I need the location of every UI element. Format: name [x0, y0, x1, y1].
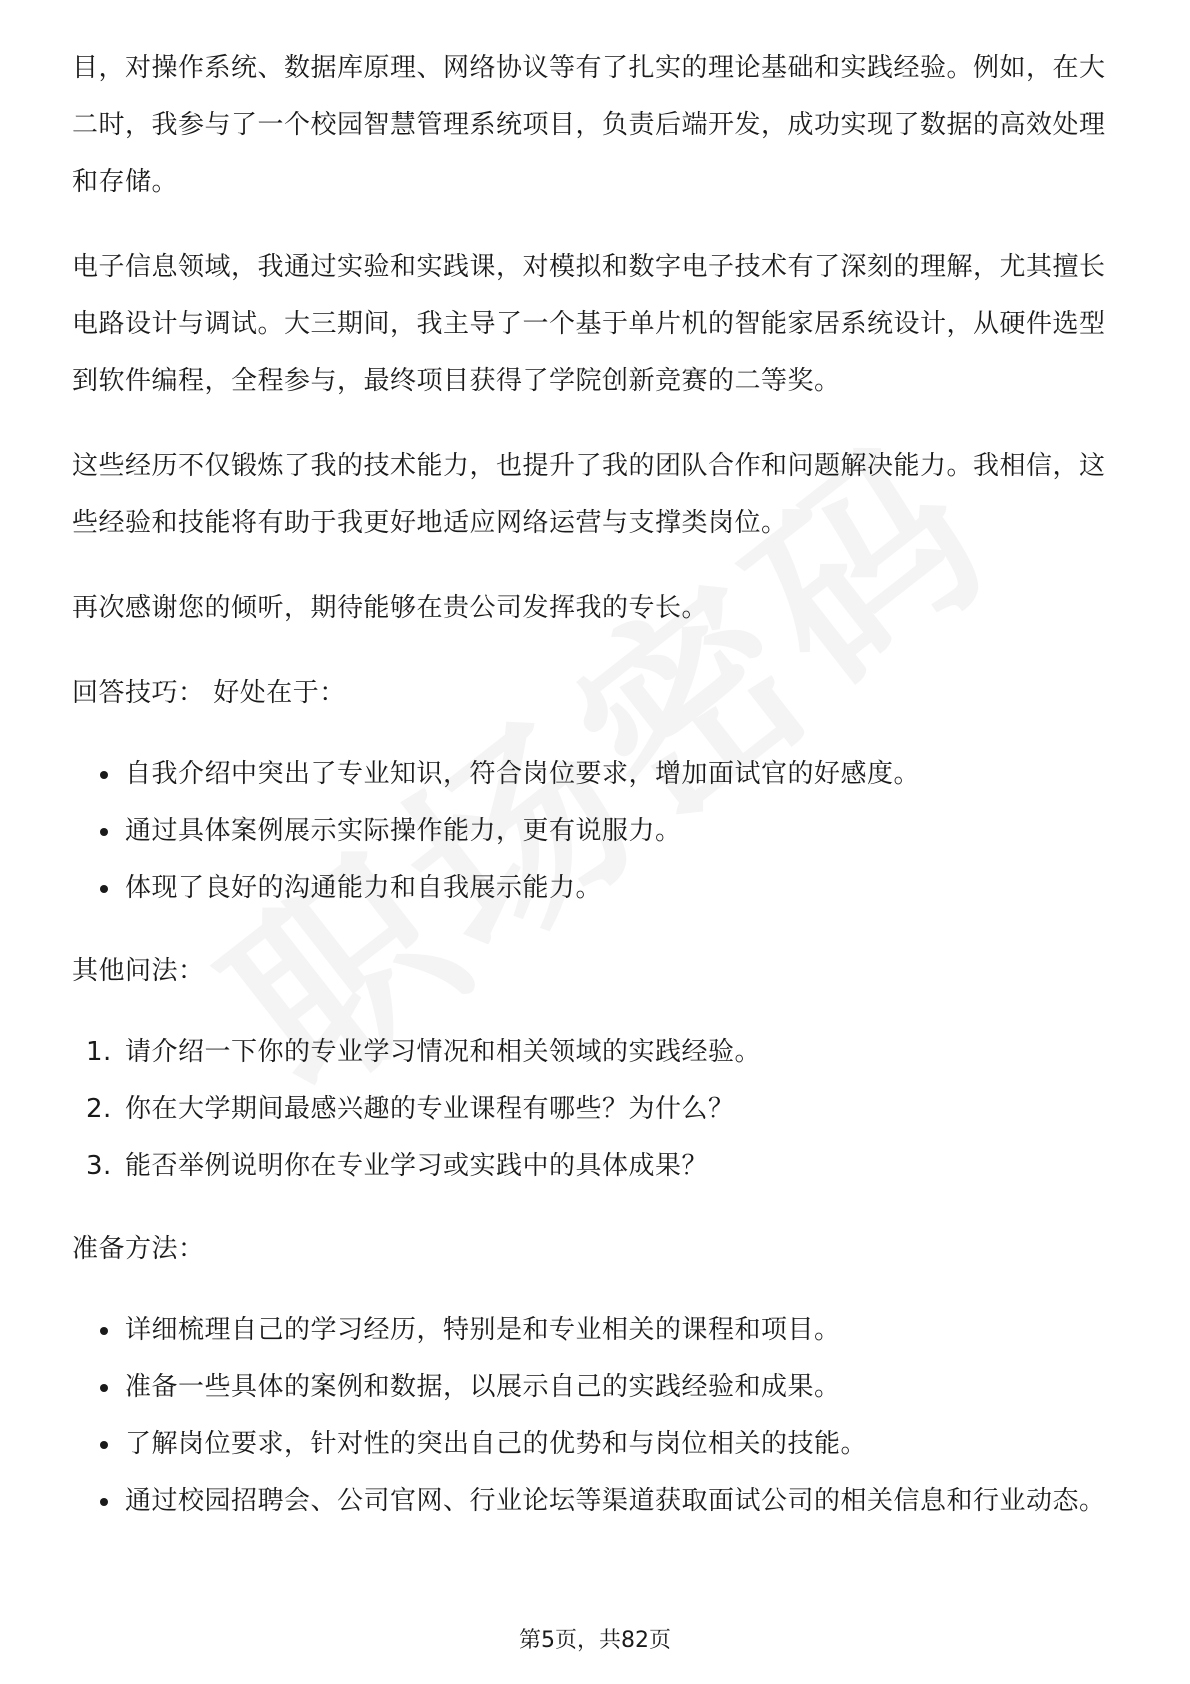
list-number: 2.	[86, 1094, 112, 1124]
paragraph-2: 电子信息领域，我通过实验和实践课，对模拟和数字电子技术有了深刻的理解，尤其擅长电路设计与调试。大三期间，我主导了一个基于单片机的智能家居系统设计，从硬件选型到软件编程，全程参与，最终项目获得了学院创新竞赛的二等奖。	[72, 252, 1106, 396]
list-item-text: 请介绍一下你的专业学习情况和相关领域的实践经验。	[125, 1037, 762, 1067]
bullet-icon	[100, 828, 108, 836]
list-item-text: 体现了良好的沟通能力和自我展示能力。	[125, 873, 603, 903]
list-item	[72, 1359, 1122, 1416]
list-item	[72, 1138, 1122, 1195]
bullet-icon	[100, 1384, 108, 1392]
bullet-icon	[100, 771, 108, 779]
list-item	[72, 1081, 1122, 1138]
list-item-text: 详细梳理自己的学习经历，特别是和专业相关的课程和项目。	[125, 1315, 841, 1345]
other-questions-heading: 其他问法：	[72, 956, 205, 986]
tips-list	[72, 746, 1122, 917]
list-number: 3.	[86, 1151, 112, 1181]
list-item-text: 准备一些具体的案例和数据，以展示自己的实践经验和成果。	[125, 1372, 841, 1402]
list-item	[72, 1473, 1122, 1530]
preparation-list	[72, 1302, 1122, 1530]
preparation-heading: 准备方法：	[72, 1234, 205, 1264]
list-item-text: 你在大学期间最感兴趣的专业课程有哪些？为什么？	[125, 1094, 735, 1124]
bullet-icon	[100, 1327, 108, 1335]
list-item	[72, 1416, 1122, 1473]
list-item	[72, 803, 1122, 860]
list-item	[72, 746, 1122, 803]
list-item-text: 了解岗位要求，针对性的突出自己的优势和与岗位相关的技能。	[125, 1429, 868, 1459]
paragraph-1: 目，对操作系统、数据库原理、网络协议等有了扎实的理论基础和实践经验。例如，在大二时，我参与了一个校园智慧管理系统项目，负责后端开发，成功实现了数据的高效处理和存储。	[72, 53, 1106, 197]
list-number: 1.	[86, 1037, 112, 1067]
list-item-text: 通过具体案例展示实际操作能力，更有说服力。	[125, 816, 682, 846]
tips-heading: 回答技巧： 好处在于：	[72, 678, 346, 708]
bullet-icon	[100, 885, 108, 893]
list-item-text: 能否举例说明你在专业学习或实践中的具体成果？	[125, 1151, 709, 1181]
list-item	[72, 1024, 1122, 1081]
list-item	[72, 860, 1122, 917]
other-questions-list	[72, 1024, 1122, 1195]
bullet-icon	[100, 1441, 108, 1449]
page-number: 第5页，共82页	[519, 1628, 671, 1653]
paragraph-4: 再次感谢您的倾听，期待能够在贵公司发挥我的专长。	[72, 593, 709, 623]
list-item	[72, 1302, 1122, 1359]
list-item-text: 自我介绍中突出了专业知识，符合岗位要求，增加面试官的好感度。	[125, 759, 921, 789]
list-item-text: 通过校园招聘会、公司官网、行业论坛等渠道获取面试公司的相关信息和行业动态。	[125, 1486, 1106, 1516]
paragraph-3: 这些经历不仅锻炼了我的技术能力，也提升了我的团队合作和问题解决能力。我相信，这些经验和技能将有助于我更好地适应网络运营与支撑类岗位。	[72, 451, 1106, 538]
document-page	[72, 40, 1122, 1556]
bullet-icon	[100, 1498, 108, 1506]
